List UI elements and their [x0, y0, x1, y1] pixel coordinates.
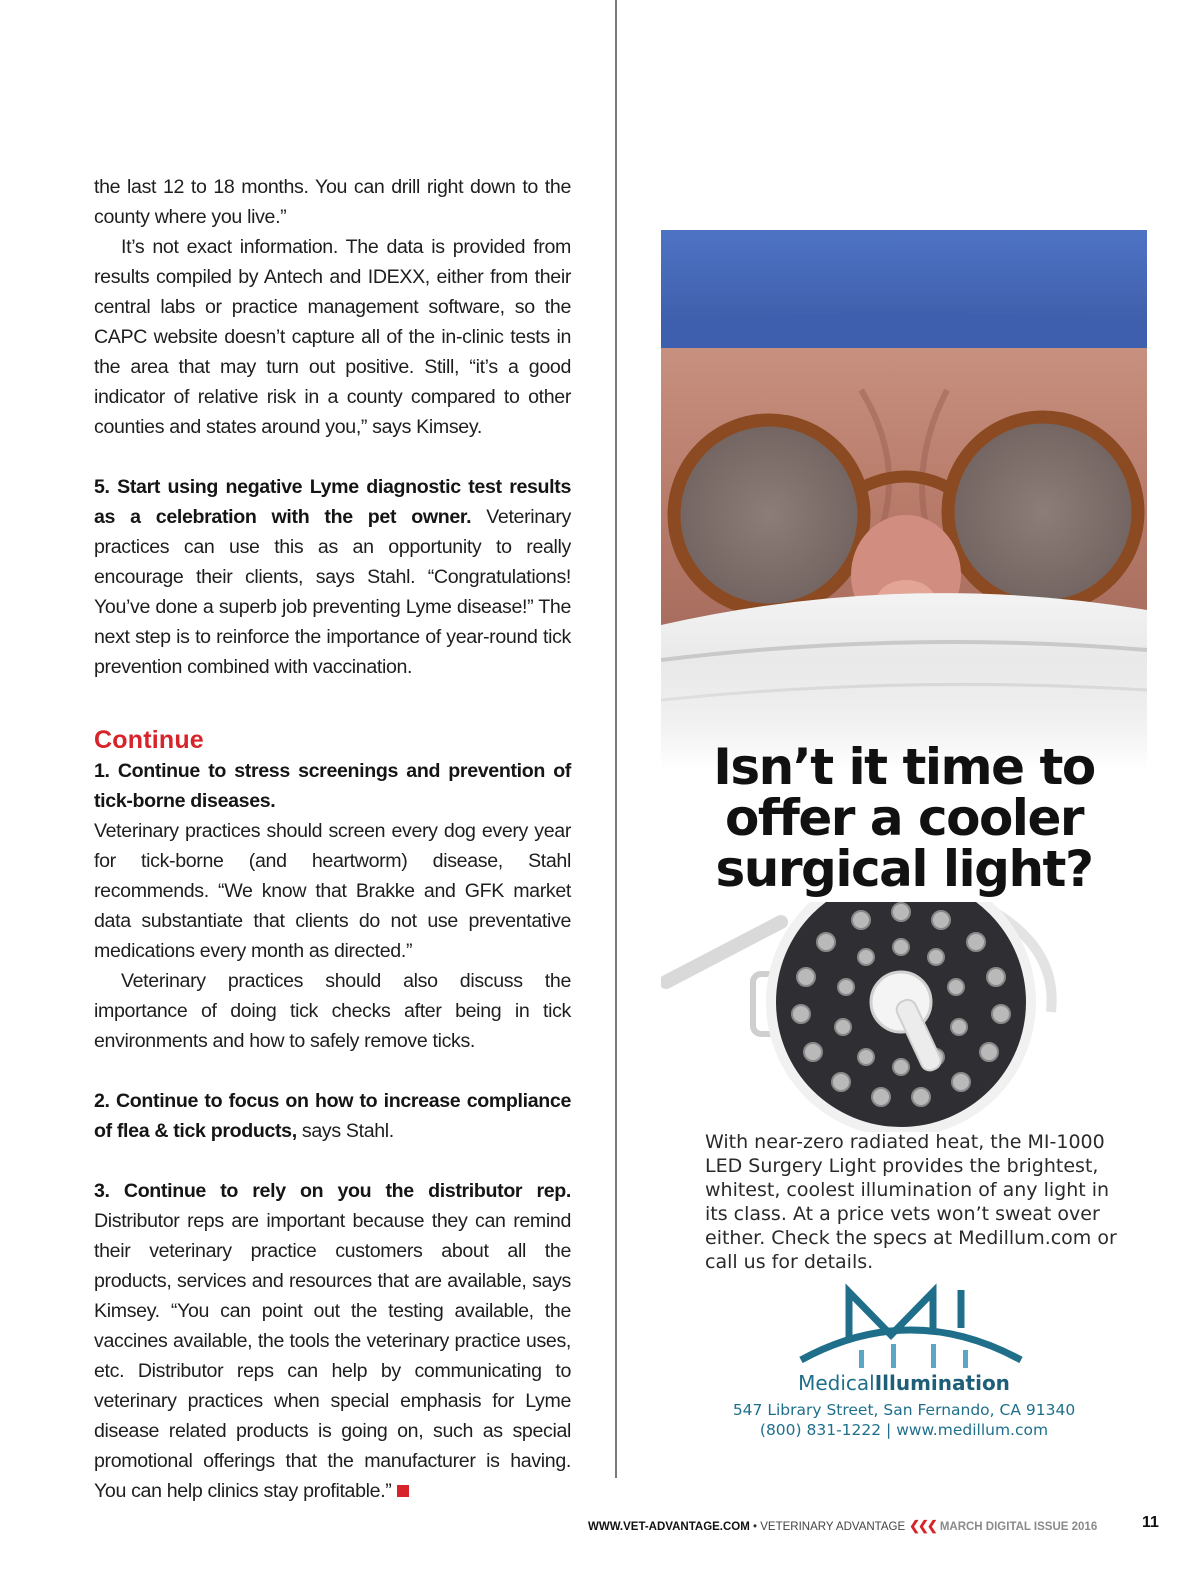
continue-item-1	[94, 756, 571, 816]
headline-line: Isn’t it time to	[713, 738, 1095, 796]
ad-body-text: With near-zero radiated heat, the MI-1000 LED Surgery Light provides the brightest, whitest, coolest illumination of any light in its class. At a price vets won’t sweat over either. Check the specs at Medillum.com or call us for details.	[705, 1131, 1117, 1273]
footer-issue: MARCH DIGITAL ISSUE 2016	[939, 1521, 1098, 1533]
continue-item-3	[94, 1176, 571, 1506]
continue-item-2-heading: 2. Continue to focus on how to increase compliance of flea & tick products,	[94, 1090, 571, 1142]
surgeon-photo	[661, 230, 1147, 770]
continue-item-1-heading: 1. Continue to stress screenings and prevention of tick-borne diseases.	[94, 760, 571, 812]
footer-website: WWW.VET-ADVANTAGE.COM	[588, 1521, 750, 1533]
brand-name-bold: Illumination	[874, 1371, 1010, 1395]
ad-phone-website: (800) 831-1222 | www.medillum.com	[759, 1421, 1049, 1439]
article-item-5	[94, 472, 571, 682]
footer-separator: •	[749, 1521, 761, 1533]
continue-item-2-text: says Stahl.	[296, 1120, 394, 1142]
ad-contact	[661, 1400, 1147, 1440]
article-paragraph: Veterinary practices should also discuss the importance of doing tick checks after being in tick environments and how to safely remove ticks.	[94, 970, 571, 1052]
advertisement	[661, 230, 1147, 1460]
article-column	[94, 172, 571, 1506]
article-paragraph: the last 12 to 18 months. You can drill right down to the county where you live.”	[94, 176, 571, 228]
section-heading-continue: Continue	[94, 726, 204, 754]
page-number: 11	[1142, 1514, 1159, 1531]
end-of-article-mark	[397, 1485, 409, 1497]
headline-line: surgical light?	[715, 840, 1093, 898]
ad-address: 547 Library Street, San Fernando, CA 91340	[732, 1401, 1076, 1419]
surgeon-face-image	[661, 230, 1147, 770]
continue-item-3-heading: 3. Continue to rely on you the distributor rep.	[94, 1180, 571, 1202]
brand-name	[661, 1371, 1147, 1395]
continue-item-3-text: Distributor reps are important because they can remind their veterinary practice customers about all the products, services and resources that are available, says Kimsey. “You can point out the testing available, the vaccines available, the tools the veterinary practice uses, etc. Distributor reps can help by communicating to veterinary practices when special emphasis for Lyme disease related products is going on, such as special promotional offerings that the manufacturer is having. You can help clinics stay profitable.”	[94, 1210, 571, 1502]
continue-item-2	[94, 1086, 571, 1146]
headline-line: offer a cooler	[724, 789, 1084, 847]
article-paragraph: Veterinary practices should screen every dog every year for tick-borne (and heartworm) disease, Stahl recommends. “We know that Brakke and GFK market data substantiate that clients do not use preventative medications every month as directed.”	[94, 820, 571, 962]
surgical-light-image	[661, 902, 1147, 1132]
article-paragraph: It’s not exact information. The data is provided from results compiled by Antech and IDEXX, either from their central labs or practice management software, so the CAPC website doesn’t capture all of the in-clinic tests in the area that may turn out positive. Still, “it’s a good indicator of relative risk in a county compared to other counties and states around you,” says Kimsey.	[94, 236, 571, 438]
footer-arrows-icon: ❮❮❮	[909, 1518, 936, 1533]
brand-name-light: Medical	[798, 1371, 875, 1395]
item-5-heading: 5. Start using negative Lyme diagnostic test results as a celebration with the pet owner.	[94, 476, 571, 528]
page-footer	[588, 1518, 1118, 1534]
column-divider	[615, 0, 617, 1478]
footer-magazine: VETERINARY ADVANTAGE	[760, 1521, 906, 1533]
item-5-text: Veterinary practices can use this as an opportunity to really encourage their clients, says Stahl. “Congratulations! You’ve done a superb job preventing Lyme disease!” The next step is to reinforce the importance of year-round tick prevention combined with vaccination.	[94, 506, 571, 678]
ad-headline	[661, 738, 1147, 898]
